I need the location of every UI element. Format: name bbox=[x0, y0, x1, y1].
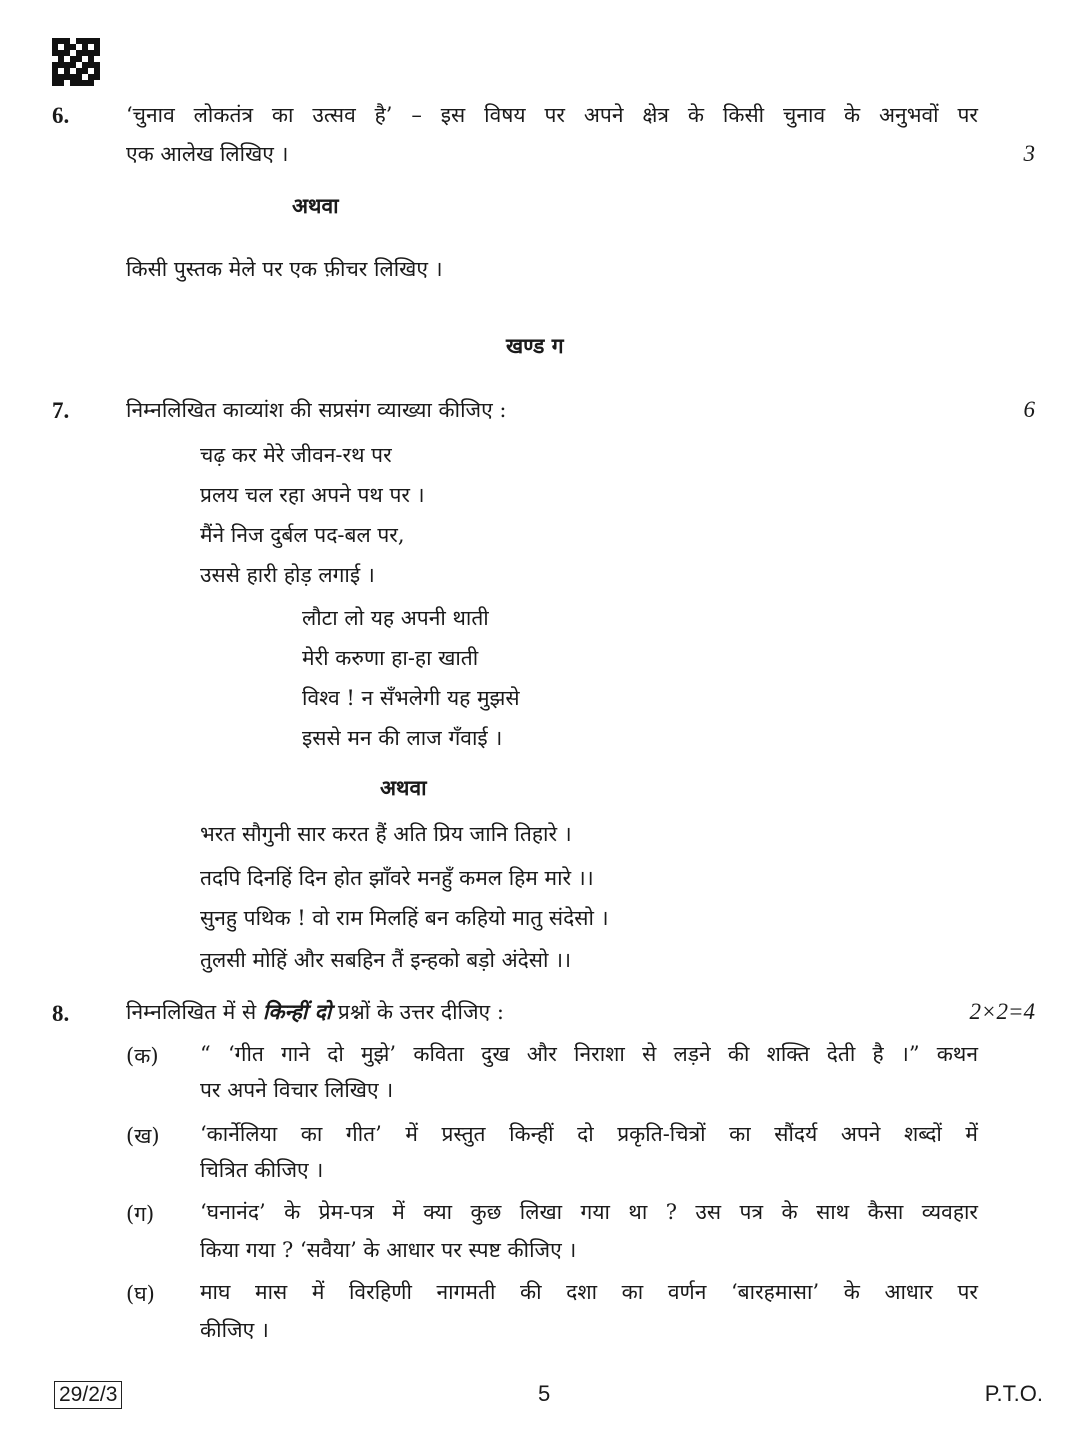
q8-part-text-line2: पर अपने विचार लिखिए । bbox=[200, 1078, 394, 1102]
poem-line: प्रलय चल रहा अपने पथ पर । bbox=[200, 483, 425, 507]
q6-number: 6. bbox=[52, 103, 70, 128]
q7-athva: अथवा bbox=[380, 775, 427, 800]
q8-part-text-line1: ‘कार्नेलिया का गीत’ में प्रस्तुत किन्हीं दो प्रकृति-चित्रों का सौंदर्य अपने शब्दों में bbox=[200, 1122, 978, 1146]
qr-code-icon bbox=[52, 38, 100, 86]
q8-part-label: (क) bbox=[126, 1044, 159, 1068]
q6-alt-text: किसी पुस्तक मेले पर एक फ़ीचर लिखिए । bbox=[126, 257, 443, 281]
poem-line: भरत सौगुनी सार करत हैं अति प्रिय जानि तिहारे । bbox=[200, 822, 572, 846]
poem-line: लौटा लो यह अपनी थाती bbox=[302, 606, 489, 630]
poem-line: विश्व ! न सँभलेगी यह मुझसे bbox=[302, 686, 520, 710]
q8-prompt-emphasis: किन्हीं दो bbox=[262, 999, 332, 1024]
q8-marks: 2×2=4 bbox=[969, 999, 1035, 1024]
poem-line: तदपि दिनहिं दिन होत झाँवरे मनहुँ कमल हिम मारे ।। bbox=[200, 866, 594, 890]
q7-marks: 6 bbox=[1023, 397, 1035, 422]
poem-line: चढ़ कर मेरे जीवन-रथ पर bbox=[200, 443, 392, 467]
poem-line: इससे मन की लाज गँवाई । bbox=[302, 726, 503, 750]
q8-number: 8. bbox=[52, 1001, 70, 1026]
q8-prompt-part-a: निम्नलिखित में से bbox=[126, 1000, 257, 1024]
poem-line: मेरी करुणा हा-हा खाती bbox=[302, 646, 479, 670]
q8-prompt bbox=[126, 998, 504, 1026]
pto-label: P.T.O. bbox=[984, 1381, 1043, 1406]
q8-prompt-part-c: प्रश्नों के उत्तर दीजिए : bbox=[337, 1000, 504, 1024]
poem-line: उससे हारी होड़ लगाई । bbox=[200, 563, 375, 587]
q8-part-text-line1: माघ मास में विरहिणी नागमती की दशा का वर्णन ‘बारहमासा’ के आधार पर bbox=[200, 1280, 978, 1304]
q8-part-label: (घ) bbox=[126, 1282, 155, 1306]
q8-part-text-line2: किया गया ? ‘सवैया’ के आधार पर स्पष्ट कीजिए । bbox=[200, 1238, 577, 1262]
page-number: 5 bbox=[538, 1381, 551, 1406]
q8-part-text-line1: “ ‘गीत गाने दो मुझे’ कविता दुख और निराशा से लड़ने की शक्ति देती है ।” कथन bbox=[200, 1042, 978, 1066]
q6-marks: 3 bbox=[1023, 141, 1035, 166]
q8-part-text-line1: ‘घनानंद’ के प्रेम-पत्र में क्या कुछ लिखा गया था ? उस पत्र के साथ कैसा व्यवहार bbox=[200, 1200, 978, 1224]
q8-part-label: (ग) bbox=[126, 1202, 155, 1226]
q6-athva: अथवा bbox=[292, 193, 339, 218]
poem-line: मैंने निज दुर्बल पद-बल पर, bbox=[200, 523, 405, 547]
q8-part-text-line2: कीजिए । bbox=[200, 1318, 269, 1342]
section-heading: खण्ड ग bbox=[506, 333, 564, 358]
poem-line: सुनहु पथिक ! वो राम मिलहिं बन कहियो मातु संदेसो । bbox=[200, 906, 609, 930]
q7-number: 7. bbox=[52, 398, 70, 423]
q6-text-line1: ‘चुनाव लोकतंत्र का उत्सव है’ – इस विषय पर अपने क्षेत्र के किसी चुनाव के अनुभवों पर bbox=[126, 103, 978, 127]
q8-part-label: (ख) bbox=[126, 1124, 160, 1148]
paper-code: 29/2/3 bbox=[54, 1381, 122, 1409]
q7-prompt: निम्नलिखित काव्यांश की सप्रसंग व्याख्या कीजिए : bbox=[126, 398, 507, 422]
poem-line: तुलसी मोहिं और सबहिन तैं इन्हको बड़ो अंदेसो ।। bbox=[200, 948, 572, 972]
q8-part-text-line2: चित्रित कीजिए । bbox=[200, 1158, 324, 1182]
q6-text-line2: एक आलेख लिखिए । bbox=[126, 142, 289, 166]
